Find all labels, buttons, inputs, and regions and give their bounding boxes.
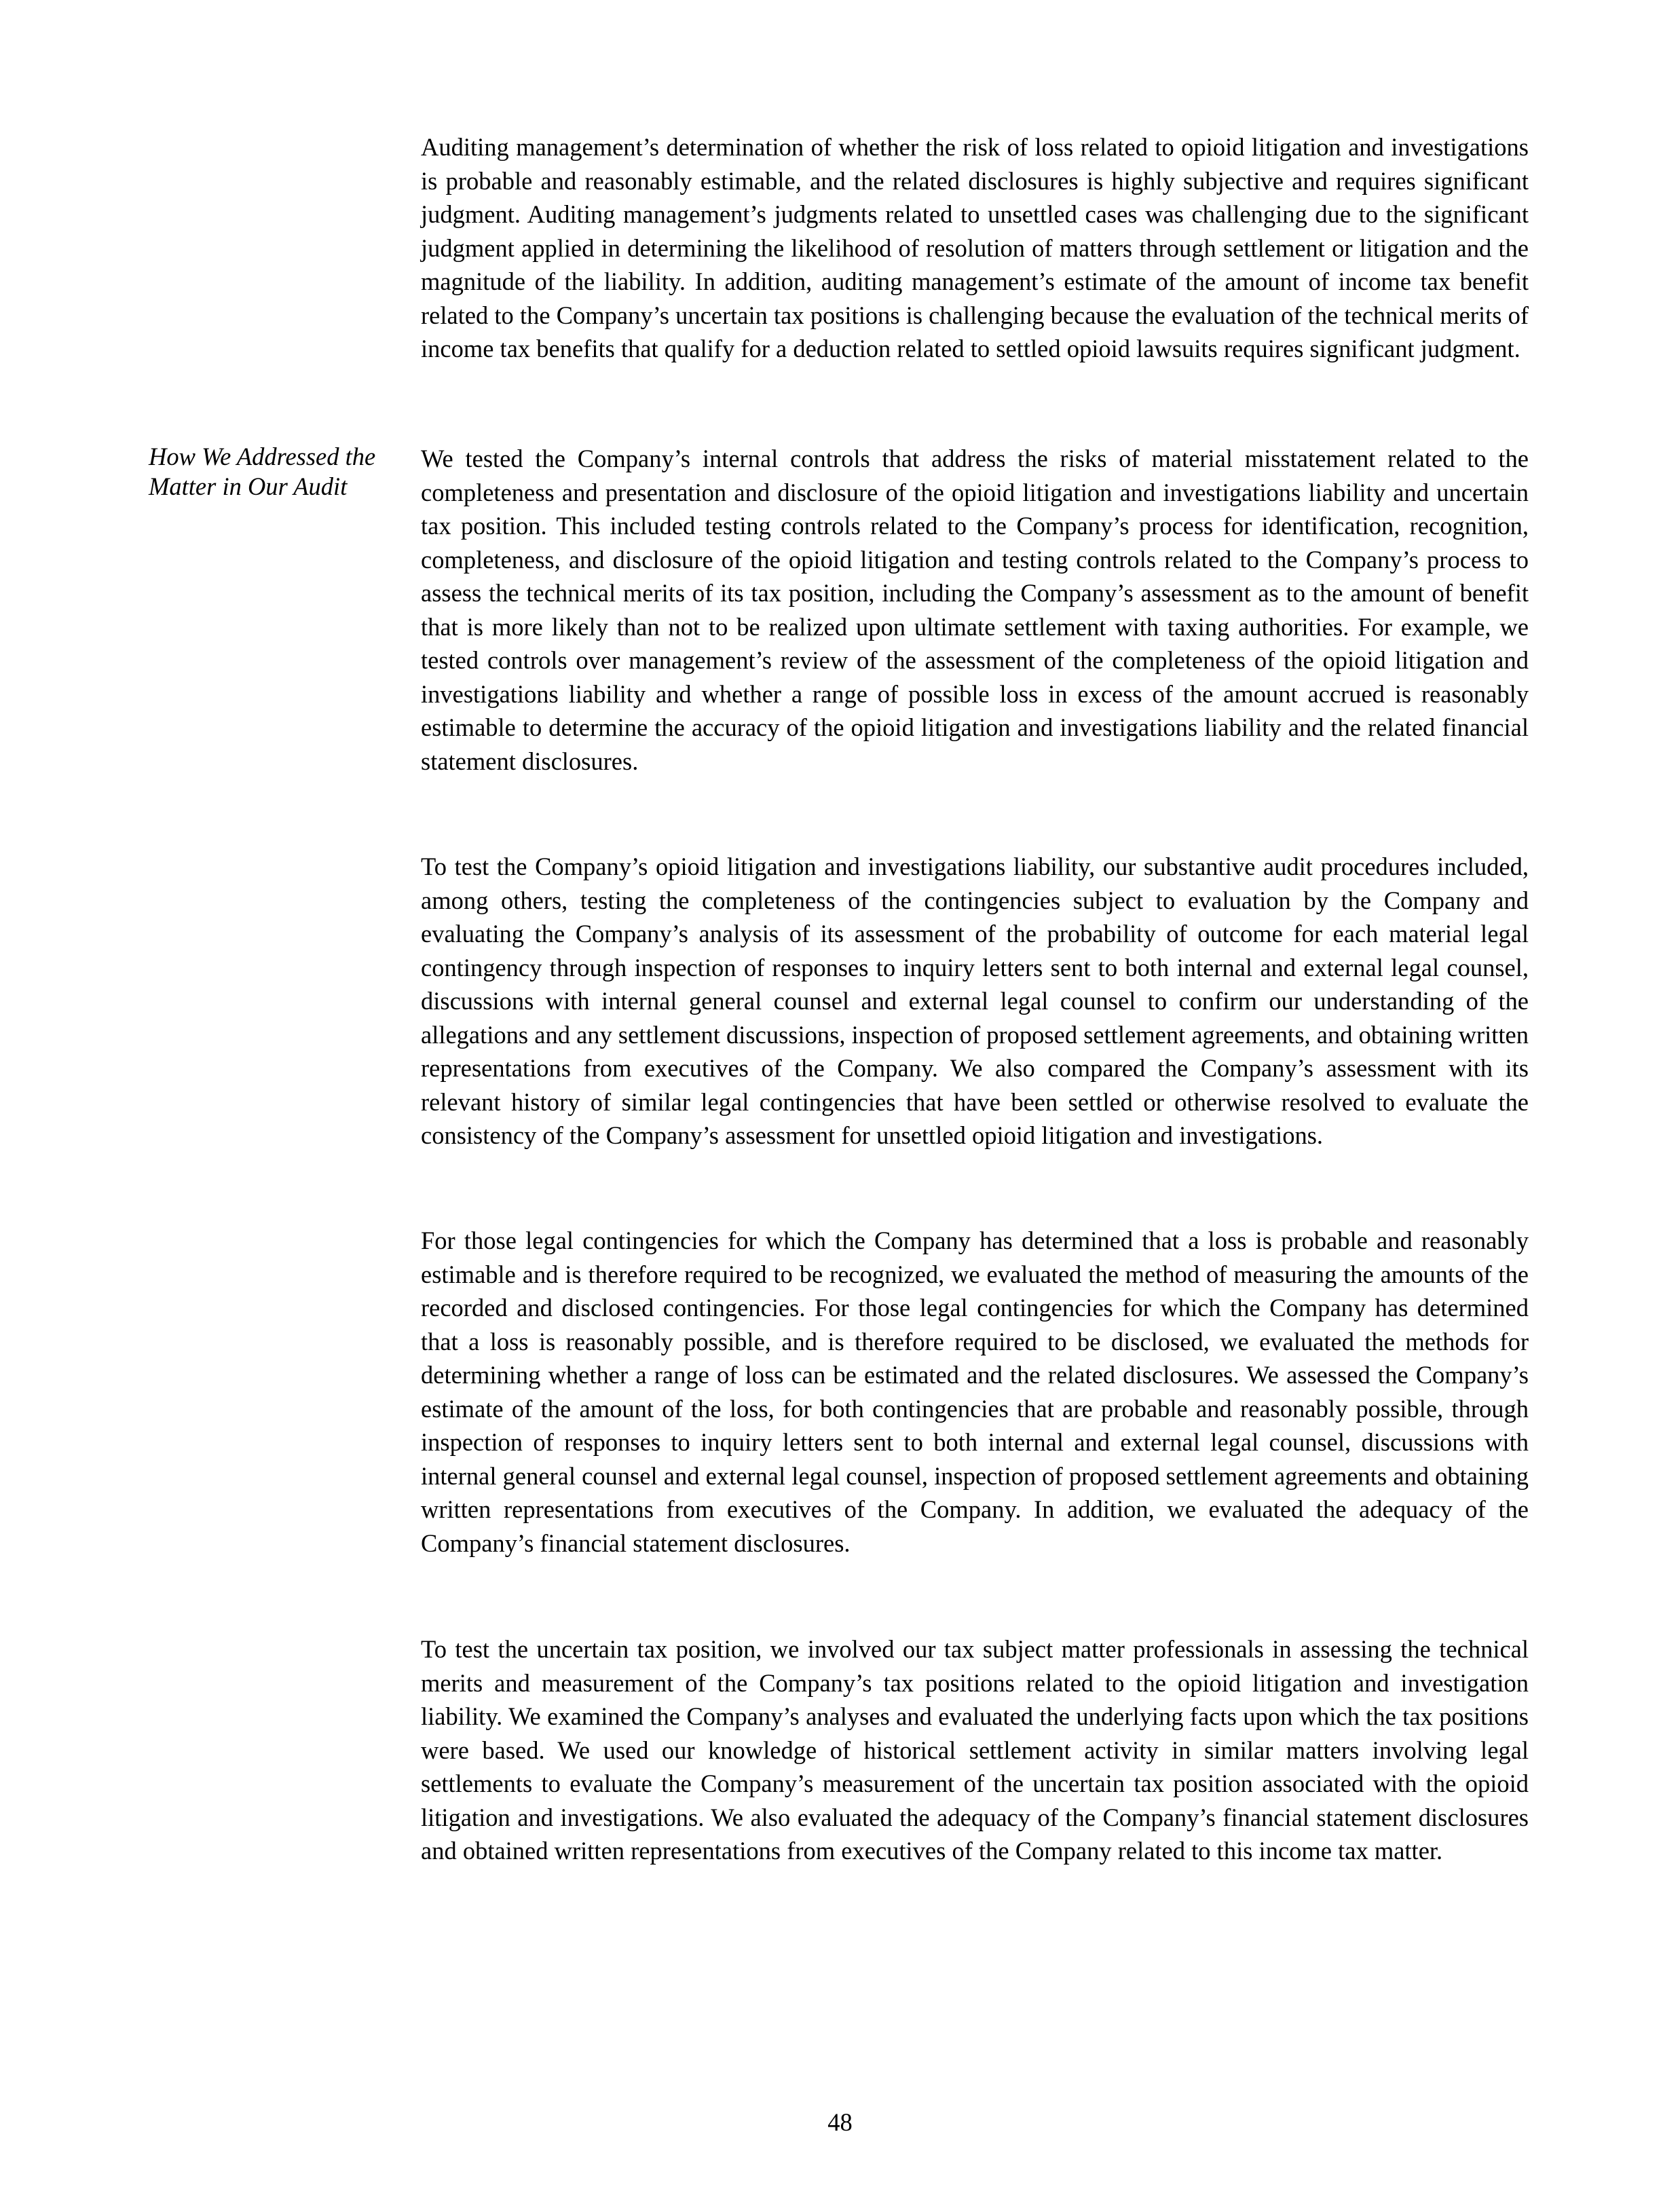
paragraph-legal-contingencies: For those legal contingencies for which the Company has determined that a loss is probable and reasonably estimable and is therefore required to be recognized, we evaluated the method of measuring the amounts of the recorded and disclosed contingencies. For those legal contingencies for which the Company has determined that a loss is reasonably possible, and is therefore required to be disclosed, we evaluated the methods for determining whether a range of loss can be estimated and the related disclosures. We assessed the Company’s estimate of the amount of the loss, for both contingencies that are probable and reasonably possible, through inspection of responses to inquiry letters sent to both internal and external legal counsel, discussions with internal general counsel and external legal counsel, inspection of proposed settlement agreements and obtaining written representations from executives of the Company. In addition, we evaluated the adequacy of the Company’s financial statement disclosures.: [421, 1227, 1529, 1557]
paragraph-uncertain-tax-position: To test the uncertain tax position, we involved our tax subject matter professionals in assessing the technical merits and measurement of the Company’s tax positions related to the opioid litigation and investigation liability. We examined the Company’s analyses and evaluated the underlying facts upon which the tax positions were based. We used our knowledge of historical settlement activity in similar matters involving legal settlements to evaluate the Company’s measurement of the uncertain tax position associated with the opioid litigation and investigations. We also evaluated the adequacy of the Company’s financial statement disclosures and obtained written representations from executives of the Company related to this income tax matter.: [421, 1635, 1529, 1865]
paragraph-tested-controls: We tested the Company’s internal controls that address the risks of material misstatement related to the completeness and presentation and disclosure of the opioid litigation and investigations liability and uncertain tax position. This included testing controls related to the Company’s process for identification, recognition, completeness, and disclosure of the opioid litigation and testing controls related to the Company’s process to assess the technical merits of its tax position, including the Company’s assessment as to the amount of benefit that is more likely than not to be realized upon ultimate settlement with taxing authorities. For example, we tested controls over management’s review of the assessment of the completeness of the opioid litigation and investigations liability and whether a range of possible loss in excess of the amount accrued is reasonably estimable to determine the accuracy of the opioid litigation and investigations liability and the related financial statement disclosures.: [421, 445, 1529, 775]
paragraph-auditing-challenge: Auditing management’s determination of whether the risk of loss related to opioid litigation and investigations is probable and reasonably estimable, and the related disclosures is highly subjective and requires significant judgment. Auditing management’s judgments related to unsettled cases was challenging due to the significant judgment applied in determining the likelihood of resolution of matters through settlement or litigation and the magnitude of the liability. In addition, auditing management’s estimate of the amount of income tax benefit related to the Company’s uncertain tax positions is challenging because the evaluation of the technical merits of income tax benefits that qualify for a deduction related to settled opioid lawsuits requires significant judgment.: [421, 133, 1529, 362]
page-number: 48: [827, 2108, 853, 2136]
section-label-how-we-addressed: How We Addressed the Matter in Our Audit: [149, 443, 376, 500]
paragraph-substantive-procedures: To test the Company’s opioid litigation and investigations liability, our substantive audit procedures included, among others, testing the completeness of the contingencies subject to evaluation by the Company and evaluating the Company’s analysis of its assessment of the probability of outcome for each material legal contingency through inspection of responses to inquiry letters sent to both internal and external legal counsel, discussions with internal general counsel and external legal counsel to confirm our understanding of the allegations and any settlement discussions, inspection of proposed settlement agreements, and obtaining written representations from executives of the Company. We also compared the Company’s assessment with its relevant history of similar legal contingencies that have been settled or otherwise resolved to evaluate the consistency of the Company’s assessment for unsettled opioid litigation and investigations.: [421, 853, 1529, 1149]
